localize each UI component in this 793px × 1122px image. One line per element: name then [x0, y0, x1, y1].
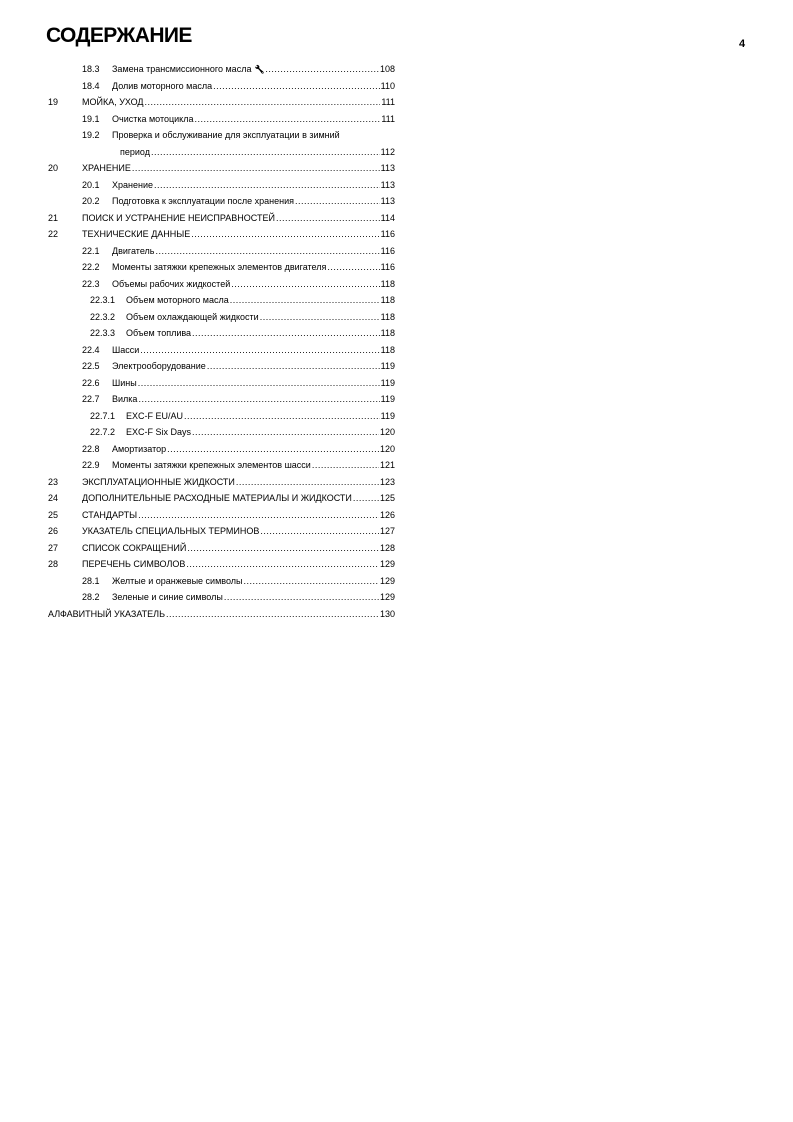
toc-entry-title: Вилка	[112, 394, 138, 404]
toc-page-number: 129	[379, 592, 395, 602]
toc-page-number: 110	[380, 80, 395, 91]
toc-entry-title: Моменты затяжки крепежных элементов двигателя	[112, 262, 327, 272]
toc-page-number: 127	[379, 526, 395, 536]
toc-entry-title: ХРАНЕНИЕ	[82, 163, 131, 173]
toc-entry-title: МОЙКА, УХОД	[82, 97, 144, 107]
toc-section-number: 28.1	[82, 575, 100, 586]
toc-entry-title: Моменты затяжки крепежных элементов шасси	[112, 460, 311, 470]
toc-entry-title: EXC-F EU/AU	[126, 410, 184, 421]
toc-entry[interactable]	[0, 245, 793, 261]
toc-leader-dots	[312, 459, 379, 471]
toc-entry[interactable]	[0, 443, 793, 459]
toc-page-number: 118	[380, 278, 395, 289]
toc-entry-title: Электрооборудование	[112, 361, 206, 371]
toc-entry[interactable]	[0, 212, 793, 228]
toc-page-number: 119	[380, 361, 395, 371]
toc-entry[interactable]	[0, 476, 793, 492]
toc-section-number: 20.1	[82, 179, 100, 190]
toc-page-number: 116	[380, 229, 395, 239]
toc-entry-title: период	[120, 146, 150, 157]
page-number: 4	[739, 38, 746, 50]
toc-section-number: 19.2	[82, 130, 100, 140]
wrench-icon: 🔧	[254, 65, 265, 74]
toc-section-number: 22.6	[82, 377, 100, 388]
toc-chapter-number: 20	[48, 163, 59, 173]
toc-page-number: 118	[380, 328, 395, 338]
toc-entry-title: Двигатель	[112, 245, 155, 256]
toc-leader-dots	[191, 228, 379, 240]
toc-entry-title: EXC-F Six Days	[126, 427, 192, 437]
toc-page-number: 112	[380, 146, 395, 157]
toc-entry[interactable]	[0, 360, 793, 376]
toc-entry[interactable]	[0, 558, 793, 574]
toc-page-number: 116	[380, 262, 395, 272]
toc-entry[interactable]	[0, 525, 793, 541]
toc-page-number: 123	[379, 476, 395, 487]
toc-leader-dots	[132, 162, 380, 174]
toc-page-number: 113	[380, 179, 395, 190]
toc-leader-dots	[186, 558, 379, 570]
toc-leader-dots	[192, 426, 379, 438]
toc-entry-title: Амортизатор	[112, 443, 167, 454]
toc-entry-title: Замена трансмиссионного масла	[112, 64, 252, 74]
toc-page-number: 129	[379, 575, 395, 586]
toc-chapter-number: 24	[48, 493, 59, 503]
toc-leader-dots	[230, 294, 380, 306]
toc-entry[interactable]	[0, 509, 793, 525]
toc-entry-title: АЛФАВИТНЫЙ УКАЗАТЕЛЬ	[48, 608, 165, 619]
toc-leader-dots	[276, 212, 380, 224]
toc-leader-dots	[207, 360, 380, 372]
toc-leader-dots	[236, 476, 379, 488]
toc-entry[interactable]	[0, 575, 793, 591]
toc-page-number: 129	[379, 559, 395, 569]
toc-section-number: 22.9	[82, 460, 100, 470]
toc-leader-dots	[295, 195, 380, 207]
toc-entry-title: ТЕХНИЧЕСКИЕ ДАННЫЕ	[82, 229, 191, 239]
toc-entry-title: ПЕРЕЧЕНЬ СИМВОЛОВ	[82, 559, 186, 569]
toc-entry-title: СПИСОК СОКРАЩЕНИЙ	[82, 542, 187, 553]
toc-entry-title: Шины	[112, 377, 137, 388]
toc-section-number: 20.2	[82, 196, 100, 206]
toc-chapter-number: 22	[48, 229, 59, 239]
toc-leader-dots	[154, 179, 380, 191]
toc-leader-dots	[260, 525, 379, 537]
toc-section-number: 22.7	[82, 394, 100, 404]
toc-page-number: 121	[379, 460, 395, 470]
toc-section-number: 22.3	[82, 278, 100, 289]
toc-section-number: 22.3.1	[90, 295, 116, 305]
toc-page-number: 119	[380, 410, 395, 421]
toc-chapter-number: 26	[48, 526, 59, 536]
toc-leader-dots	[231, 278, 379, 290]
toc-entry-title: Объемы рабочих жидкостей	[112, 278, 231, 289]
toc-entry[interactable]	[0, 179, 793, 195]
toc-entry[interactable]	[0, 459, 793, 475]
toc-page-number: 114	[380, 212, 395, 223]
toc-section-number: 19.1	[82, 113, 100, 124]
toc-entry[interactable]	[0, 410, 793, 426]
toc-leader-dots	[184, 410, 380, 422]
toc-page-number: 118	[380, 344, 395, 355]
toc-leader-dots	[353, 492, 379, 504]
toc-section-number: 28.2	[82, 592, 100, 602]
toc-section-number: 18.3	[82, 64, 100, 74]
toc-leader-dots	[155, 245, 379, 257]
toc-section-number: 22.4	[82, 344, 100, 355]
toc-leader-dots	[187, 542, 379, 554]
toc-leader-dots	[192, 327, 380, 339]
toc-section-number: 18.4	[82, 80, 100, 91]
toc-section-number: 22.3.3	[90, 328, 116, 338]
toc-entry[interactable]	[0, 278, 793, 294]
toc-entry[interactable]	[0, 591, 793, 607]
toc-leader-dots	[138, 393, 379, 405]
toc-entry-title: Объем охлаждающей жидкости	[126, 311, 259, 322]
toc-entry-title: Зеленые и синие символы	[112, 592, 223, 602]
toc-entry[interactable]	[0, 393, 793, 409]
toc-chapter-number: 23	[48, 476, 59, 487]
toc-entry-title: Желтые и оранжевые символы	[112, 575, 243, 586]
toc-entry[interactable]	[0, 80, 793, 96]
toc-page-number: 108	[379, 64, 395, 74]
toc-entry[interactable]	[0, 228, 793, 244]
toc-page-number: 119	[380, 394, 395, 404]
toc-entry[interactable]	[0, 96, 793, 112]
toc-chapter-number: 27	[48, 542, 59, 553]
toc-section-number: 22.5	[82, 361, 100, 371]
toc-leader-dots	[151, 146, 380, 158]
toc-entry-continuation[interactable]	[0, 146, 793, 162]
toc-entry[interactable]	[0, 63, 793, 79]
toc-page-number: 113	[380, 196, 395, 206]
toc-page-number: 119	[380, 377, 395, 388]
toc-section-number: 22.1	[82, 245, 100, 256]
toc-leader-dots	[140, 344, 379, 356]
toc-leader-dots	[327, 261, 379, 273]
toc-page-number: 125	[379, 493, 395, 503]
toc-page-number: 111	[381, 113, 395, 124]
toc-entry[interactable]	[0, 327, 793, 343]
toc-page-number: 118	[380, 295, 395, 305]
toc-leader-dots	[166, 608, 379, 620]
toc-entry[interactable]	[0, 542, 793, 558]
toc-entry[interactable]	[0, 492, 793, 508]
toc-entry-title: Подготовка к эксплуатации после хранения	[112, 196, 294, 206]
toc-entry-title: Хранение	[112, 179, 153, 190]
page-title: СОДЕРЖАНИЕ	[46, 24, 192, 47]
toc-leader-dots	[145, 96, 381, 108]
toc-entry[interactable]	[0, 294, 793, 310]
toc-entry[interactable]	[0, 129, 793, 145]
toc-section-number: 22.3.2	[90, 311, 116, 322]
toc-entry[interactable]	[0, 311, 793, 327]
toc-page-number: 111	[381, 97, 395, 107]
toc-entry[interactable]	[0, 426, 793, 442]
toc-page-number: 120	[379, 427, 395, 437]
toc-chapter-number: 21	[48, 212, 59, 223]
toc-entry-title: Долив моторного масла	[112, 80, 213, 91]
toc-entry-title: ДОПОЛНИТЕЛЬНЫЕ РАСХОДНЫЕ МАТЕРИАЛЫ И ЖИДКОСТИ	[82, 493, 352, 503]
toc-leader-dots	[194, 113, 380, 125]
toc-leader-dots	[213, 80, 380, 92]
toc-page-number: 118	[380, 311, 395, 322]
toc-leader-dots	[224, 591, 379, 603]
toc-chapter-number: 28	[48, 559, 59, 569]
toc-entry-title: УКАЗАТЕЛЬ СПЕЦИАЛЬНЫХ ТЕРМИНОВ	[82, 526, 260, 536]
toc-entry-title: Проверка и обслуживание для эксплуатации в зимний	[112, 130, 340, 140]
toc-leader-dots	[138, 509, 379, 521]
toc-page-number: 126	[379, 509, 395, 520]
toc-entry[interactable]	[0, 162, 793, 178]
toc-entry[interactable]	[0, 113, 793, 129]
toc-entry-title: СТАНДАРТЫ	[82, 509, 138, 520]
toc-entry[interactable]	[0, 344, 793, 360]
toc-leader-dots	[243, 575, 378, 587]
toc-section-number: 22.7.1	[90, 410, 116, 421]
toc-leader-dots	[138, 377, 380, 389]
toc-chapter-number: 25	[48, 509, 59, 520]
toc-page-number: 128	[379, 542, 395, 553]
toc-entry-title: Объем топлива	[126, 328, 192, 338]
toc-entry[interactable]	[0, 195, 793, 211]
toc-section-number: 22.2	[82, 262, 100, 272]
toc-chapter-number: 19	[48, 97, 59, 107]
toc-page-number: 120	[379, 443, 395, 454]
toc-entry-title: Шасси	[112, 344, 140, 355]
toc-leader-dots	[260, 311, 380, 323]
toc-leader-dots	[265, 63, 379, 75]
toc-entry-title: Очистка мотоцикла	[112, 113, 194, 124]
toc-entry-title: Объем моторного масла	[126, 295, 229, 305]
toc-section-number: 22.8	[82, 443, 100, 454]
toc-page-number: 130	[379, 608, 395, 619]
toc-entry[interactable]	[0, 377, 793, 393]
toc-entry-title: ЭКСПЛУАТАЦИОННЫЕ ЖИДКОСТИ	[82, 476, 235, 487]
toc-entry[interactable]	[0, 608, 793, 624]
toc-entry-title: ПОИСК И УСТРАНЕНИЕ НЕИСПРАВНОСТЕЙ	[82, 212, 275, 223]
toc-section-number: 22.7.2	[90, 427, 116, 437]
toc-leader-dots	[167, 443, 379, 455]
toc-page-number: 116	[380, 245, 395, 256]
toc-entry[interactable]	[0, 261, 793, 277]
toc-page-number: 113	[380, 163, 395, 173]
